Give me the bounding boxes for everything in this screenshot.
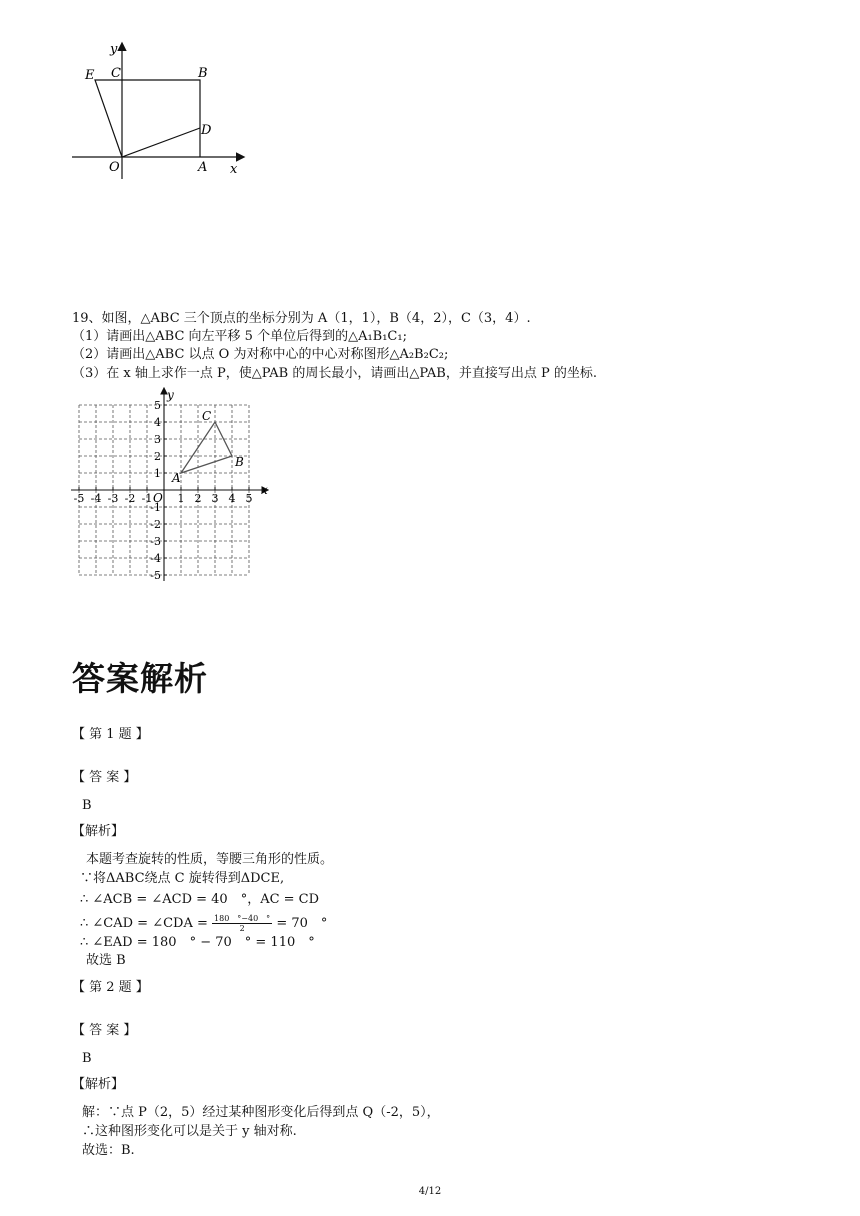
y-tick-label: 5 — [154, 399, 161, 412]
x-tick-label: 3 — [211, 492, 219, 505]
q19-stem: 19、如图，△ABC 三个顶点的坐标分别为 A（1，1），B（4，2），C（3，4）. — [72, 311, 531, 326]
label-c: C — [111, 66, 121, 81]
q1-title: 【 第 1 题 】 — [72, 727, 149, 742]
y-tick-label: -2 — [150, 518, 161, 531]
q2-answer-label: 【 答 案 】 — [72, 1023, 137, 1038]
coordinate-grid-figure — [68, 378, 268, 582]
fraction-numerator: 180 °−40 ° — [214, 914, 271, 923]
x-tick-label: 4 — [228, 492, 236, 505]
q1-line: ∴ ∠EAD = 180 ° − 70 ° = 110 ° — [80, 935, 315, 950]
x-tick-label: -3 — [107, 492, 119, 505]
q19-part2: （2）请画出△ABC 以点 O 为对称中心的中心对称图形△A₂B₂C₂; — [72, 347, 449, 362]
label-e: E — [85, 68, 95, 83]
origin-label: O — [153, 491, 163, 505]
vertex-labels — [171, 409, 244, 485]
q1-answer: B — [82, 798, 92, 813]
q1-line: ∴ ∠CAD = ∠CDA = — [80, 916, 213, 931]
q1-fraction-line — [80, 914, 327, 933]
q2-line: 故选：B. — [82, 1143, 135, 1158]
q2-line: 解：∵点 P（2，5）经过某种图形变化后得到点 Q（-2，5）， — [82, 1105, 440, 1120]
label-a: A — [198, 160, 208, 175]
q19-part3: （3）在 x 轴上求作一点 P，使△PAB 的周长最小，请画出△PAB，并直接写出点 P 的坐标. — [72, 366, 598, 381]
segment-od — [122, 128, 200, 157]
label-d: D — [201, 123, 212, 138]
label-y: y — [110, 42, 118, 57]
q1-line: 故选 B — [86, 953, 126, 968]
x-tick-label: -5 — [73, 492, 85, 505]
q2-analysis-label: 【解析】 — [72, 1077, 125, 1092]
segment-oe — [95, 80, 122, 157]
vertex-label-b: B — [235, 455, 244, 469]
q1-analysis-label: 【解析】 — [72, 824, 125, 839]
x-tick-label: -4 — [90, 492, 102, 505]
answers-heading: 答案解析 — [72, 659, 208, 698]
y-axis-label: y — [167, 388, 174, 402]
y-tick-label: -3 — [150, 535, 161, 548]
q2-title: 【 第 2 题 】 — [72, 980, 149, 995]
q2-answer: B — [82, 1051, 92, 1066]
rectangle-sides — [122, 80, 200, 157]
y-tick-label: 2 — [154, 450, 161, 463]
fraction-denominator: 2 — [239, 924, 245, 933]
x-axis-label: x — [261, 483, 268, 497]
fraction — [212, 914, 272, 933]
q2-line: ∴这种图形变化可以是关于 y 轴对称. — [82, 1124, 297, 1139]
q1-answer-label: 【 答 案 】 — [72, 770, 137, 785]
q1-line: 本题考查旋转的性质，等腰三角形的性质。 — [86, 852, 334, 867]
x-tick-label: -1 — [141, 492, 153, 505]
y-tick-label: -4 — [150, 552, 161, 565]
y-tick-label: 4 — [154, 416, 161, 429]
x-tick-label: -2 — [124, 492, 136, 505]
triangle-abc — [181, 422, 232, 473]
q1-line: = 70 ° — [276, 916, 328, 931]
y-tick-label: -5 — [150, 569, 161, 582]
q1-line: ∵将ΔABC绕点 C 旋转得到ΔDCE, — [80, 871, 285, 886]
x-tick-label: 1 — [177, 492, 185, 505]
y-tick-label: 3 — [154, 433, 161, 446]
y-tick-label: 1 — [154, 467, 161, 480]
label-x: x — [230, 162, 238, 177]
x-tick-label: 5 — [245, 492, 253, 505]
q1-line: ∴ ∠ACB = ∠ACD = 40 °，AC = CD — [80, 892, 320, 907]
page-number: 4/12 — [418, 1186, 442, 1197]
y-tick-label: -1 — [150, 501, 161, 514]
geometry-figure-rect — [68, 36, 258, 181]
vertex-label-c: C — [202, 409, 212, 423]
vertex-label-a: A — [172, 471, 181, 485]
x-tick-label: 2 — [194, 492, 202, 505]
q19-part1: （1）请画出△ABC 向左平移 5 个单位后得到的△A₁B₁C₁; — [72, 329, 407, 344]
label-b: B — [198, 66, 208, 81]
label-o: O — [109, 160, 120, 175]
